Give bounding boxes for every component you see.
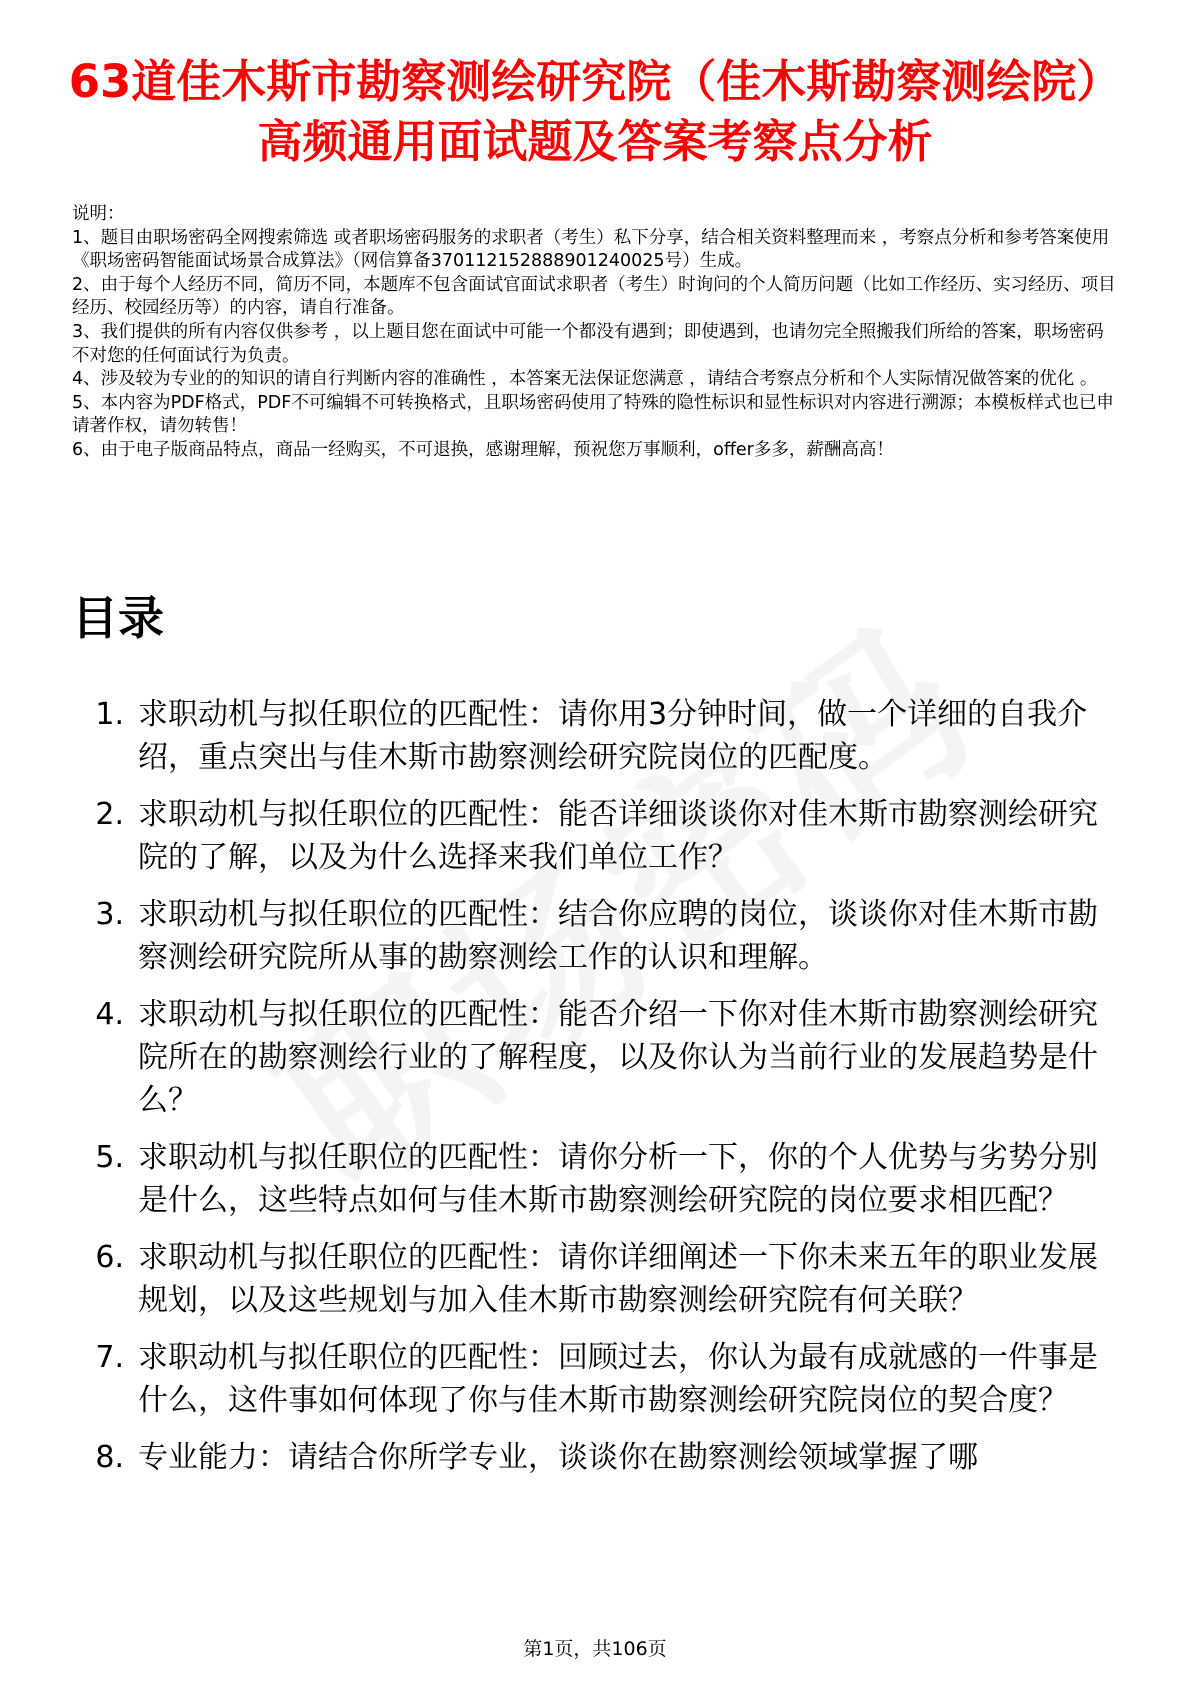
notes-heading: 说明： <box>72 204 125 224</box>
toc-heading: 目录 <box>72 591 164 645</box>
toc-item-text[interactable]: 求职动机与拟任职位的匹配性：能否详细谈谈你对佳木斯市勘察测绘研究院的了解，以及为什么选择来我们单位工作？ <box>138 797 1098 875</box>
notes-section <box>72 203 1117 463</box>
toc-item-text[interactable]: 求职动机与拟任职位的匹配性：请你详细阐述一下你未来五年的职业发展规划，以及这些规划与加入佳木斯市勘察测绘研究院有何关联？ <box>138 1240 1098 1318</box>
toc-item-number: 4. <box>95 997 124 1032</box>
toc-item-number: 3. <box>95 897 124 932</box>
toc-item[interactable] <box>72 993 1122 1122</box>
note-item: 1、题目由职场密码全网搜索筛选 或者职场密码服务的求职者（考生）私下分享，结合相关资料整理而来 ，考察点分析和参考答案使用《职场密码智能面试场景合成算法》（网信算备370112152888901240025号）生成。 <box>72 227 1110 272</box>
toc-item-text[interactable]: 求职动机与拟任职位的匹配性：请你用3分钟时间，做一个详细的自我介绍，重点突出与佳木斯市勘察测绘研究院岗位的匹配度。 <box>138 697 1088 775</box>
page-footer: 第1页，共106页 <box>523 1638 667 1660</box>
toc-item-number: 2. <box>95 797 124 832</box>
toc-item[interactable] <box>72 1136 1122 1222</box>
toc-item-number: 6. <box>95 1240 124 1275</box>
toc-item-text[interactable]: 求职动机与拟任职位的匹配性：回顾过去，你认为最有成就感的一件事是什么，这件事如何体现了你与佳木斯市勘察测绘研究院岗位的契合度？ <box>138 1340 1098 1418</box>
toc-item[interactable] <box>72 693 1122 779</box>
toc-item-number: 7. <box>95 1340 124 1375</box>
toc-item-text[interactable]: 专业能力：请结合你所学专业，谈谈你在勘察测绘领域掌握了哪 <box>138 1440 978 1475</box>
toc-item-text[interactable]: 求职动机与拟任职位的匹配性：请你分析一下，你的个人优势与劣势分别是什么，这些特点如何与佳木斯市勘察测绘研究院的岗位要求相匹配？ <box>138 1140 1098 1218</box>
document-title: 63道佳木斯市勘察测绘研究院（佳木斯勘察测绘院）高频通用面试题及答案考察点分析 <box>68 55 1122 168</box>
note-item: 4、涉及较为专业的的知识的请自行判断内容的准确性 ，本答案无法保证您满意 ，请结合考察点分析和个人实际情况做答案的优化 。 <box>72 369 1098 390</box>
toc-item[interactable] <box>72 893 1122 979</box>
toc-item[interactable] <box>72 793 1122 879</box>
note-item: 6、由于电子版商品特点，商品一经购买，不可退换，感谢理解，预祝您万事顺利，offer多多，薪酬高高！ <box>72 439 894 460</box>
note-item: 2、由于每个人经历不同，简历不同，本题库不包含面试官面试求职者（考生）时询问的个人简历问题（比如工作经历、实习经历、项目经历、校园经历等）的内容，请自行准备。 <box>72 274 1116 319</box>
toc-item-text[interactable]: 求职动机与拟任职位的匹配性：结合你应聘的岗位，谈谈你对佳木斯市勘察测绘研究院所从事的勘察测绘工作的认识和理解。 <box>138 897 1098 975</box>
note-item: 3、我们提供的所有内容仅供参考 ，以上题目您在面试中可能一个都没有遇到；即使遇到，也请勿完全照搬我们所给的答案，职场密码不对您的任何面试行为负责。 <box>72 321 1104 366</box>
toc-item-text[interactable]: 求职动机与拟任职位的匹配性：能否介绍一下你对佳木斯市勘察测绘研究院所在的勘察测绘行业的了解程度，以及你认为当前行业的发展趋势是什么？ <box>138 997 1098 1118</box>
toc-item[interactable] <box>72 1236 1122 1322</box>
toc-list <box>72 693 1122 1493</box>
toc-item-number: 8. <box>95 1440 124 1475</box>
note-item: 5、本内容为PDF格式，PDF不可编辑不可转换格式，且职场密码使用了特殊的隐性标识和显性标识对内容进行溯源；本模板样式也已申请著作权，请勿转售！ <box>72 392 1114 437</box>
toc-item-number: 1. <box>95 697 124 732</box>
toc-item[interactable] <box>72 1436 1122 1479</box>
toc-item-number: 5. <box>95 1140 124 1175</box>
toc-item[interactable] <box>72 1336 1122 1422</box>
